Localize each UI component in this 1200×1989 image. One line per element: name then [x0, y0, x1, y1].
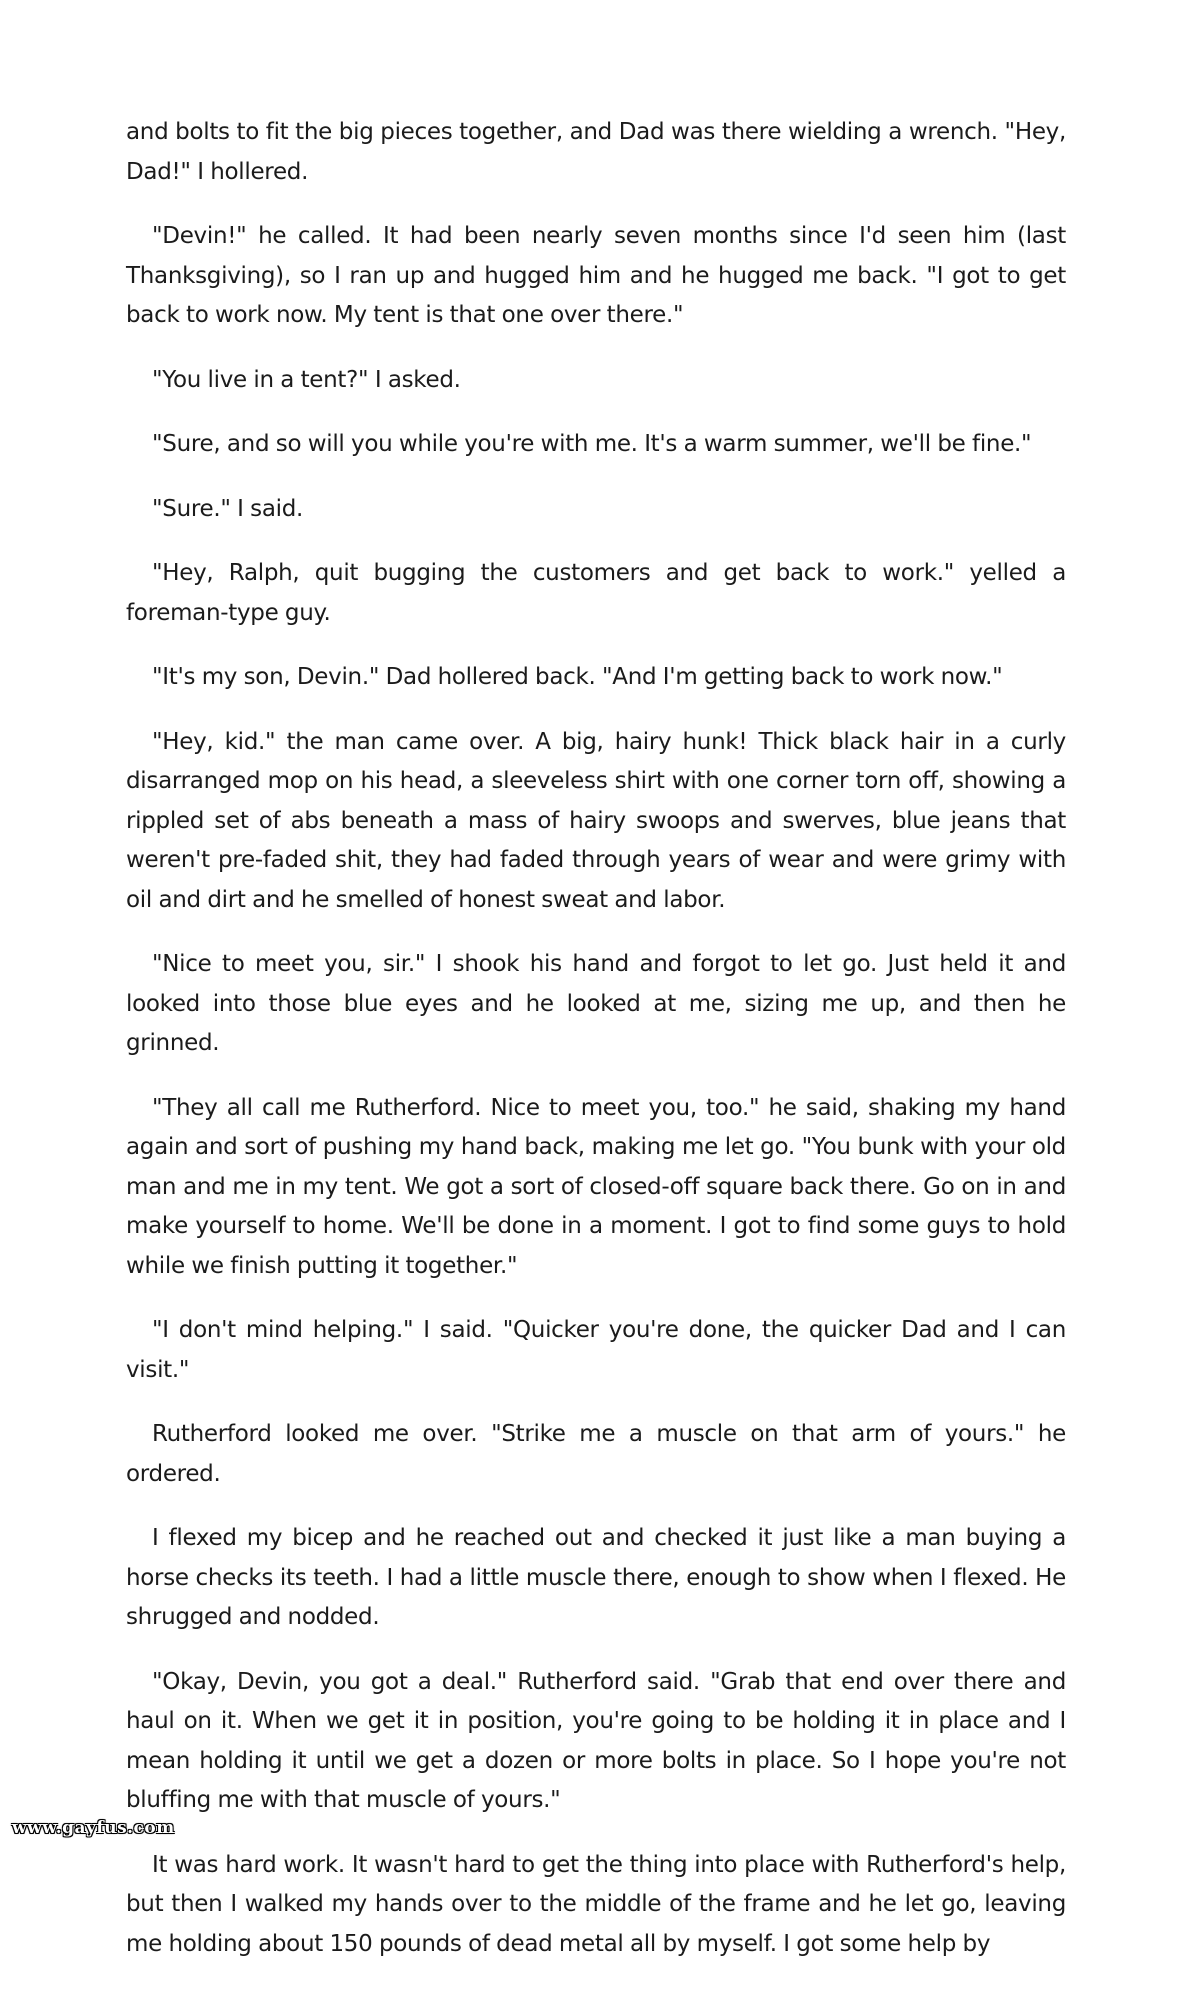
paragraph-11: "I don't mind helping." I said. "Quicker you're done, the quicker Dad and I can visit.": [126, 1317, 1066, 1383]
paragraph-9: "Nice to meet you, sir." I shook his hand and forgot to let go. Just held it and looked into those blue eyes and he looked at me, sizing me up, and then he grinned.: [126, 951, 1066, 1056]
paragraph-14: "Okay, Devin, you got a deal." Rutherford said. "Grab that end over there and haul on it. When we get it in position, you're going to be holding it in place and I mean holding it until we get a dozen or more bolts in place. So I hope you're not bluffing me with that muscle of yours.": [126, 1668, 1066, 1813]
paragraph-10: "They all call me Rutherford. Nice to meet you, too." he said, shaking my hand again and sort of pushing my hand back, making me let go. "You bunk with your old man and me in my tent. We got a sort of closed-off square back there. Go on in and make yourself to home. We'll be done in a moment. I got to find some guys to hold while we finish putting it together.": [126, 1094, 1066, 1279]
paragraph-12: Rutherford looked me over. "Strike me a muscle on that arm of yours." he ordered.: [126, 1421, 1066, 1487]
paragraph-8: "Hey, kid." the man came over. A big, hairy hunk! Thick black hair in a curly disarranged mop on his head, a sleeveless shirt with one corner torn off, showing a rippled set of abs beneath a mass of hairy swoops and swerves, blue jeans that weren't pre-faded shit, they had faded through years of wear and were grimy with oil and dirt and he smelled of honest sweat and labor.: [126, 728, 1066, 913]
paragraph-13: I flexed my bicep and he reached out and checked it just like a man buying a horse checks its teeth. I had a little muscle there, enough to show when I flexed. He shrugged and nodded.: [126, 1525, 1066, 1630]
paragraph-7: "It's my son, Devin." Dad hollered back. "And I'm getting back to work now.": [152, 664, 1003, 690]
paragraph-1: and bolts to fit the big pieces together, and Dad was there wielding a wrench. "Hey, Dad!" I hollered.: [126, 119, 1066, 185]
paragraph-15: It was hard work. It wasn't hard to get the thing into place with Rutherford's help, but then I walked my hands over to the middle of the frame and he let go, leaving me holding about 150 pounds of dead metal all by myself. I got some help by: [126, 1851, 1066, 1957]
paragraph-4: "Sure, and so will you while you're with me. It's a warm summer, we'll be fine.": [152, 431, 1032, 457]
story-page: [126, 113, 1066, 1989]
paragraph-3: "You live in a tent?" I asked.: [152, 366, 461, 393]
paragraph-2: "Devin!" he called. It had been nearly seven months since I'd seen him (last Thanksgiving), so I ran up and hugged him and he hugged me back. "I got to get back to work now. My tent is that one over there.": [126, 223, 1066, 328]
paragraph-6: "Hey, Ralph, quit bugging the customers and get back to work." yelled a foreman-type guy.: [126, 560, 1066, 626]
paragraph-5: "Sure." I said.: [152, 495, 304, 522]
site-watermark: www.gayfus.com: [12, 1818, 175, 1838]
